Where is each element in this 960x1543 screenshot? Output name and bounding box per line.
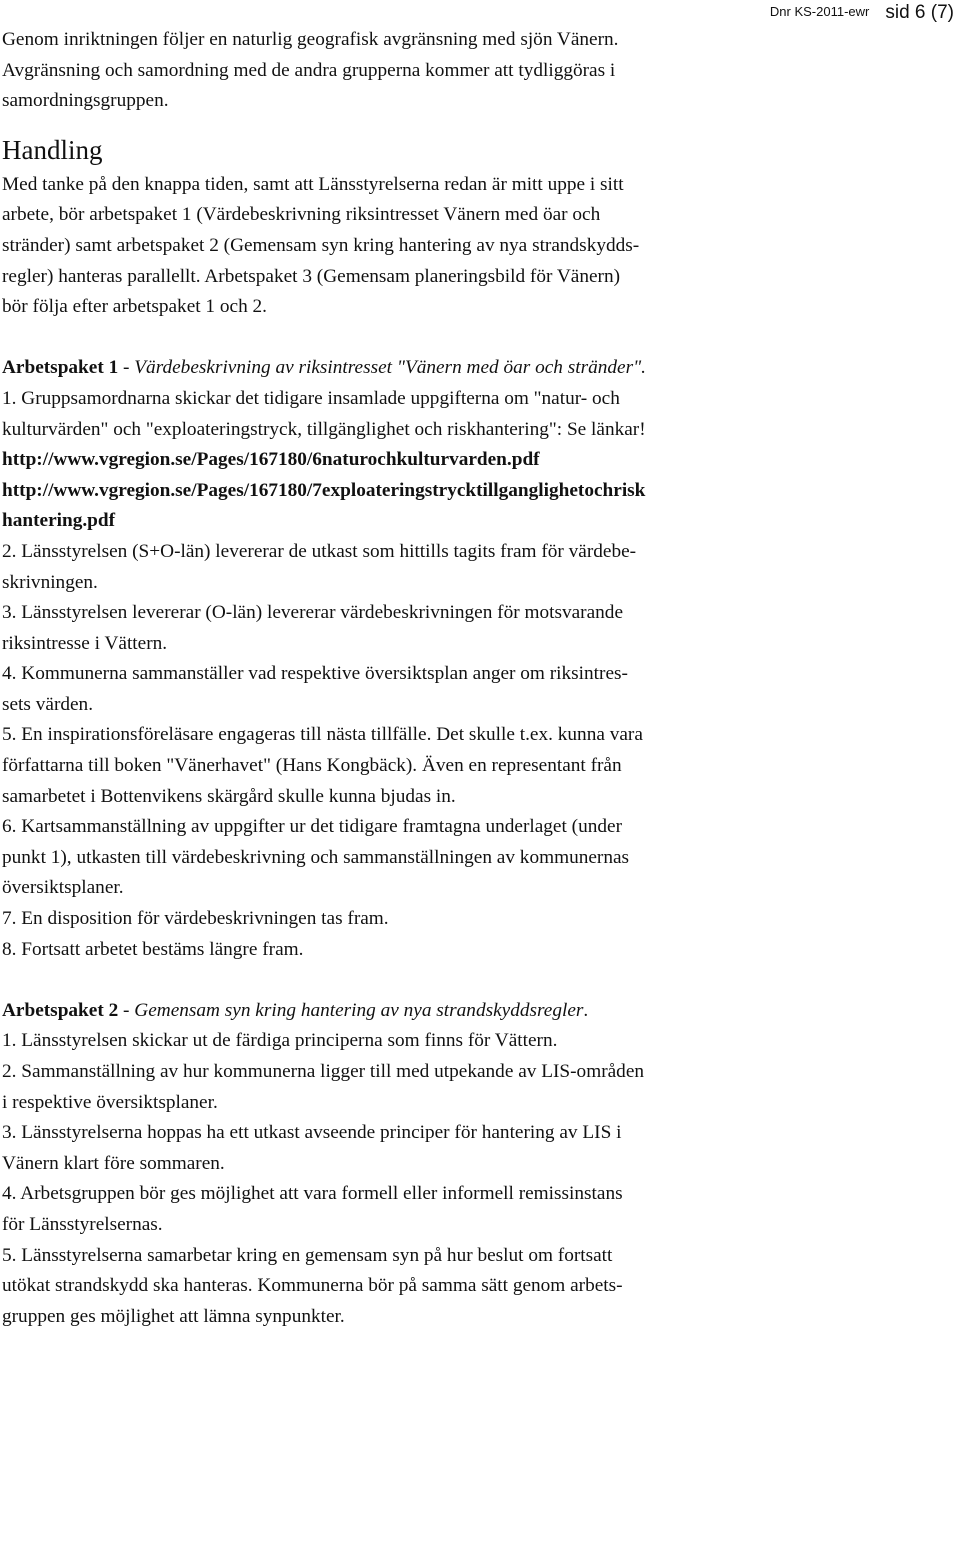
heading-separator: - bbox=[118, 999, 135, 1021]
list-item: 3. Länsstyrelserna hoppas ha ett utkast avseende principer för hantering av LIS i bbox=[2, 1122, 622, 1144]
list-item: riksintresse i Vättern. bbox=[2, 632, 168, 654]
link-exploateringstryck[interactable]: http://www.vgregion.se/Pages/167180/7exploateringstrycktillganglighetochrisk bbox=[2, 479, 646, 501]
heading-period: . bbox=[583, 999, 589, 1021]
work-package-2-title: Gemensam syn kring hantering av nya strandskyddsregler bbox=[134, 999, 584, 1021]
intro-line: samordningsgruppen. bbox=[2, 90, 169, 112]
list-item: sets värden. bbox=[2, 693, 94, 715]
work-package-1-heading bbox=[2, 353, 957, 384]
handling-line: regler) hanteras parallellt. Arbetspaket 3 (Gemensam planeringsbild för Vänern) bbox=[2, 265, 621, 287]
list-item: författarna till boken "Vänerhavet" (Hans Kongbäck). Även en representant från bbox=[2, 755, 622, 777]
links-block bbox=[2, 445, 957, 537]
handling-paragraph bbox=[2, 170, 957, 323]
list-item: för Länsstyrelsernas. bbox=[2, 1213, 163, 1235]
heading-separator: - bbox=[118, 357, 135, 379]
page-number: sid 6 (7) bbox=[885, 2, 954, 23]
item-line: kulturvärden" och "exploateringstryck, tillgänglighet och riskhantering": Se länkar! bbox=[2, 418, 646, 440]
list-item: 5. Länsstyrelserna samarbetar kring en gemensam syn på hur beslut om fortsatt bbox=[2, 1244, 613, 1266]
list-item: 4. Arbetsgruppen bör ges möjlighet att vara formell eller informell remissinstans bbox=[2, 1183, 623, 1205]
list-item: Vänern klart före sommaren. bbox=[2, 1152, 225, 1174]
list-item: 4. Kommunerna sammanställer vad respektive översiktsplan anger om riksintres- bbox=[2, 663, 628, 685]
list-item: i respektive översiktsplaner. bbox=[2, 1091, 218, 1113]
list-item: 5. En inspirationsföreläsare engageras till nästa tillfälle. Det skulle t.ex. kunna vara bbox=[2, 724, 643, 746]
document-number: Dnr KS-2011-ewr bbox=[769, 4, 870, 19]
handling-line: Med tanke på den knappa tiden, samt att Länsstyrelserna redan är mitt uppe i sitt bbox=[2, 173, 624, 195]
work-package-2-items bbox=[2, 1026, 957, 1332]
list-item: skrivningen. bbox=[2, 571, 98, 593]
handling-line: stränder) samt arbetspaket 2 (Gemensam syn kring hantering av nya strandskydds- bbox=[2, 234, 640, 256]
section-heading-handling: Handling bbox=[2, 134, 103, 165]
work-package-1-item-1 bbox=[2, 384, 957, 445]
spacer bbox=[2, 965, 957, 996]
list-item: samarbetet i Bottenvikens skärgård skulle kunna bjudas in. bbox=[2, 785, 456, 807]
link-naturochkulturvarden[interactable]: http://www.vgregion.se/Pages/167180/6naturochkulturvarden.pdf bbox=[2, 449, 540, 471]
list-item: 2. Länsstyrelsen (S+O-län) levererar de utkast som hittills tagits fram för värdebe- bbox=[2, 540, 637, 562]
document-body bbox=[2, 25, 957, 1332]
list-item: 8. Fortsatt arbetet bestäms längre fram. bbox=[2, 938, 304, 960]
list-item: 7. En disposition för värdebeskrivningen tas fram. bbox=[2, 908, 389, 930]
list-item: punkt 1), utkasten till värdebeskrivning och sammanställningen av kommunernas bbox=[2, 846, 630, 868]
list-item: 2. Sammanställning av hur kommunerna ligger till med utpekande av LIS-områden bbox=[2, 1061, 645, 1082]
work-package-1-label: Arbetspaket 1 bbox=[2, 357, 119, 379]
intro-line: Avgränsning och samordning med de andra grupperna kommer att tydliggöras i bbox=[2, 59, 616, 81]
work-package-1-items bbox=[2, 537, 957, 965]
work-package-2-label: Arbetspaket 2 bbox=[2, 999, 119, 1021]
intro-line: Genom inriktningen följer en naturlig geografisk avgränsning med sjön Vänern. bbox=[2, 29, 619, 50]
handling-line: arbete, bör arbetspaket 1 (Värdebeskrivning riksintresset Vänern med öar och bbox=[2, 204, 601, 226]
list-item: 3. Länsstyrelsen levererar (O-län) levererar värdebeskrivningen för motsvarande bbox=[2, 602, 624, 624]
intro-paragraph bbox=[2, 25, 957, 117]
list-item: 1. Länsstyrelsen skickar ut de färdiga principerna som finns för Vättern. bbox=[2, 1030, 558, 1052]
list-item: utökat strandskydd ska hanteras. Kommunerna bör på samma sätt genom arbets- bbox=[2, 1275, 623, 1297]
handling-line: bör följa efter arbetspaket 1 och 2. bbox=[2, 296, 268, 318]
list-item: översiktsplaner. bbox=[2, 877, 124, 899]
work-package-2-heading bbox=[2, 996, 957, 1027]
list-item: 6. Kartsammanställning av uppgifter ur det tidigare framtagna underlaget (under bbox=[2, 816, 622, 838]
work-package-1-title: Värdebeskrivning av riksintresset "Vänern med öar och stränder". bbox=[134, 357, 646, 379]
item-line: 1. Gruppsamordnarna skickar det tidigare insamlade uppgifterna om "natur- och bbox=[2, 387, 620, 409]
list-item: gruppen ges möjlighet att lämna synpunkter. bbox=[2, 1305, 345, 1327]
spacer bbox=[2, 323, 957, 354]
link-exploateringstryck-continued[interactable]: hantering.pdf bbox=[2, 510, 116, 532]
page-header bbox=[770, 2, 954, 24]
